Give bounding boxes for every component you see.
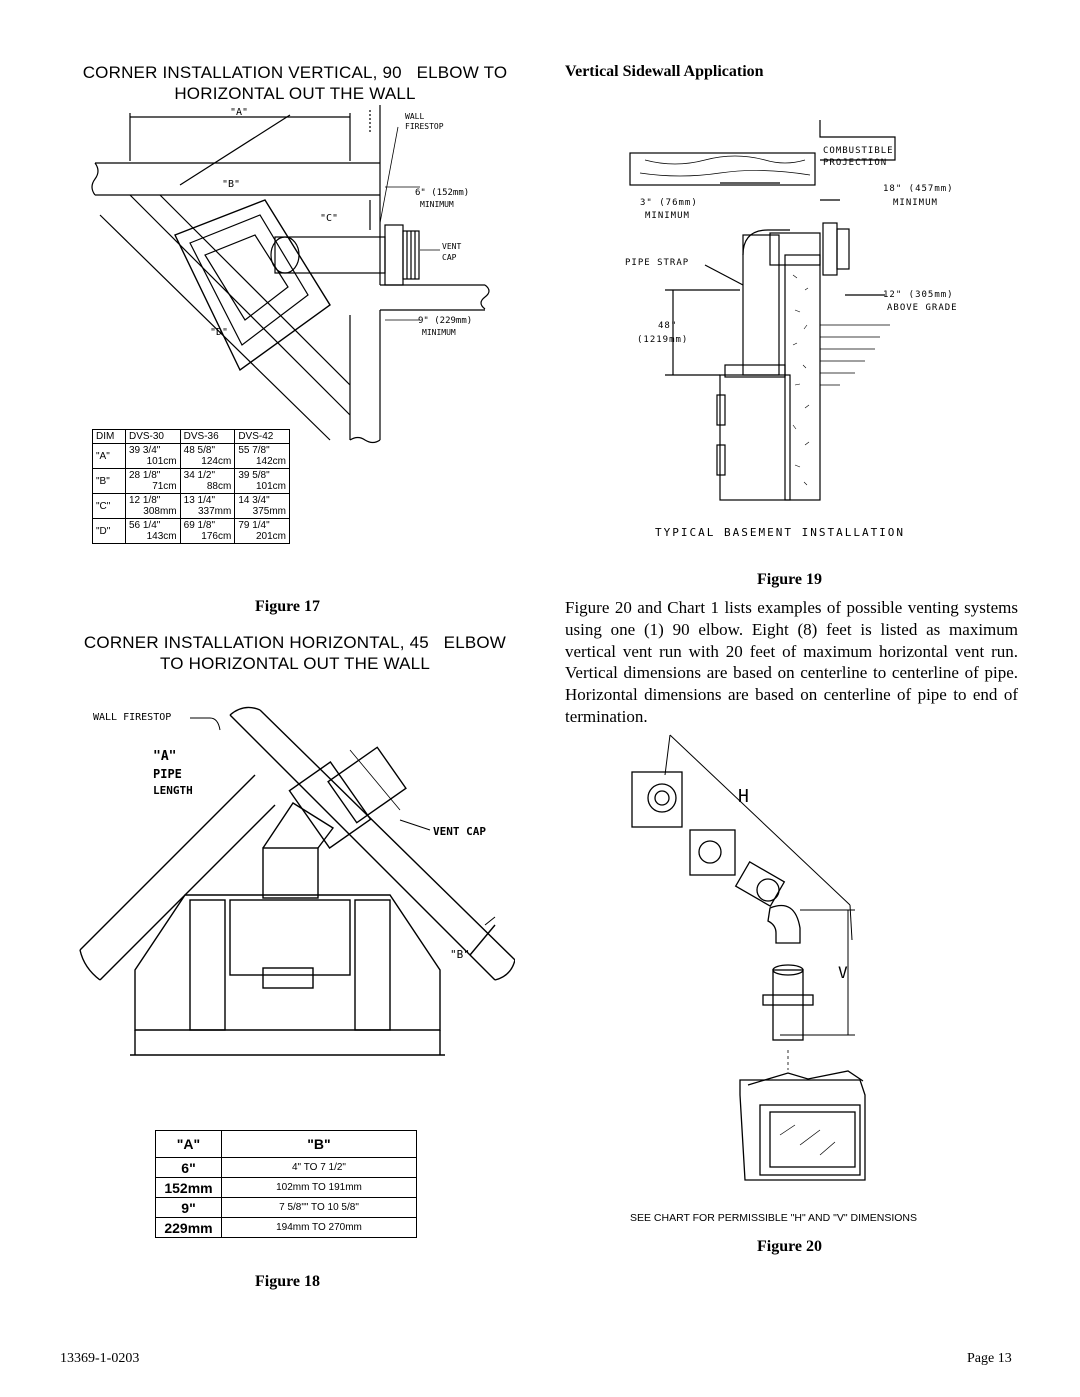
pipe-cell-a: 229mm (156, 1218, 222, 1238)
dimension-table (92, 429, 290, 544)
table-cell (235, 519, 290, 544)
figure-20-note: SEE CHART FOR PERMISSIBLE "H" AND "V" DIMENSIONS (630, 1212, 917, 1224)
fig17-wall-firestop-1: WALL (405, 112, 425, 121)
footer-doc-number: 13369-1-0203 (60, 1351, 140, 1366)
table-cell-dim: "A" (93, 444, 126, 469)
cell-metric: 142cm (255, 456, 286, 467)
fig17-vent-cap-1: VENT (442, 242, 462, 251)
footer-page-number: Page 13 (967, 1351, 1012, 1366)
fig17-label-A: "A" (230, 107, 249, 118)
heading-corner-horizontal-line2: TO HORIZONTAL OUT THE WALL (160, 654, 430, 673)
fig19-dim-18-line2: MINIMUM (893, 198, 938, 208)
fig19-pipe-strap: PIPE STRAP (625, 258, 690, 268)
fig18-pipe-label-3: LENGTH (153, 784, 193, 797)
cell-metric: 143cm (146, 531, 177, 542)
pipe-cell-a: 6" (156, 1158, 222, 1178)
fig19-dim-18-line1: 18" (457mm) (883, 184, 954, 194)
fig19-dim-12-line1: 12" (305mm) (883, 290, 954, 300)
cell-imperial: 39 3/4" (128, 445, 161, 456)
cell-imperial: 12 1/8" (128, 495, 161, 506)
fig17-vent-cap-2: CAP (442, 253, 457, 262)
heading-corner-vertical (60, 62, 530, 104)
pipe-header-a: "A" (156, 1131, 222, 1158)
figure-18-diagram (75, 700, 515, 1070)
figure-17-caption: Figure 17 (255, 598, 321, 615)
pipe-cell-b: 102mm TO 191mm (222, 1178, 417, 1198)
table-cell (235, 444, 290, 469)
pipe-cell-b: 7 5/8"" TO 10 5/8" (222, 1198, 417, 1218)
figure-18-caption: Figure 18 (255, 1273, 321, 1290)
heading-corner-vertical-line1: CORNER INSTALLATION VERTICAL, 90 ELBOW TO (82, 63, 508, 82)
table-header-cell: DVS-36 (180, 430, 235, 444)
fig17-dim-9-line2: MINIMUM (422, 328, 456, 337)
fig20-label-V: V (838, 963, 848, 982)
cell-imperial: 48 5/8" (183, 445, 215, 456)
table-header-cell: DVS-30 (125, 430, 180, 444)
fig19-dim-48-line2: (1219mm) (637, 335, 689, 345)
pipe-table-header (156, 1131, 417, 1158)
pipe-cell-a: 152mm (156, 1178, 222, 1198)
table-row (93, 444, 290, 469)
fig17-label-B: "B" (222, 179, 241, 190)
cell-imperial: 14 3/4" (238, 495, 270, 506)
table-cell (125, 494, 180, 519)
cell-imperial: 13 1/4" (183, 495, 215, 506)
heading-corner-vertical-line2: HORIZONTAL OUT THE WALL (174, 84, 416, 103)
figure-17-diagram (80, 105, 510, 445)
figure-20-caption: Figure 20 (757, 1238, 823, 1255)
fig18-pipe-label-1: "A" (153, 749, 177, 764)
table-cell (235, 494, 290, 519)
fig19-combustible-1: COMBUSTIBLE (823, 146, 894, 156)
fig19-dim-3-line2: MINIMUM (645, 211, 690, 221)
fig18-vent-cap: VENT CAP (433, 825, 486, 838)
table-row (93, 469, 290, 494)
fig17-wall-firestop-2: FIRESTOP (405, 122, 444, 131)
fig18-label-B: "B" (450, 948, 470, 961)
table-cell (180, 494, 235, 519)
pipe-header-b: "B" (222, 1131, 417, 1158)
table-row (93, 494, 290, 519)
cell-imperial: 56 1/4" (128, 520, 161, 531)
table-header-cell: DIM (93, 430, 126, 444)
table-cell-dim: "C" (93, 494, 126, 519)
fig17-dim-6-line1: 6" (152mm) (415, 188, 470, 198)
heading-corner-horizontal (60, 632, 530, 674)
fig18-wall-firestop: WALL FIRESTOP (93, 712, 172, 723)
cell-imperial: 34 1/2" (183, 470, 215, 481)
table-row (93, 519, 290, 544)
cell-metric: 337mm (197, 506, 232, 517)
pipe-cell-a: 9" (156, 1198, 222, 1218)
table-row (156, 1158, 417, 1178)
pipe-length-table (155, 1130, 417, 1238)
figure-19-caption: Figure 19 (757, 571, 823, 588)
table-cell (180, 469, 235, 494)
table-cell (235, 469, 290, 494)
table-row (156, 1198, 417, 1218)
fig18-pipe-label-2: PIPE (153, 767, 182, 781)
cell-imperial: 39 5/8" (238, 470, 270, 481)
cell-metric: 375mm (252, 506, 286, 517)
figure-20-diagram (620, 730, 970, 1185)
cell-metric: 88cm (206, 481, 232, 492)
table-row (156, 1178, 417, 1198)
table-row (156, 1218, 417, 1238)
fig17-dim-6-line2: MINIMUM (420, 200, 454, 209)
fig19-caption-inner: TYPICAL BASEMENT INSTALLATION (655, 526, 906, 539)
fig19-dim-12-line2: ABOVE GRADE (887, 303, 958, 313)
table-cell (125, 519, 180, 544)
fig20-label-H: H (738, 786, 749, 807)
fig19-dim-3-line1: 3" (76mm) (640, 198, 698, 208)
cell-imperial: 28 1/8" (128, 470, 161, 481)
cell-imperial: 79 1/4" (238, 520, 270, 531)
fig17-label-C: "C" (320, 213, 339, 224)
fig19-combustible-2: PROJECTION (823, 158, 888, 168)
cell-metric: 176cm (201, 531, 232, 542)
cell-metric: 201cm (255, 531, 286, 542)
table-cell (125, 469, 180, 494)
figure-19-diagram (625, 115, 970, 545)
table-cell (180, 519, 235, 544)
heading-vertical-sidewall: Vertical Sidewall Application (565, 63, 764, 80)
fig19-dim-48-line1: 48" (658, 321, 678, 331)
table-cell (180, 444, 235, 469)
table-cell-dim: "B" (93, 469, 126, 494)
fig17-label-D: "D" (210, 327, 229, 338)
table-header-cell: DVS-42 (235, 430, 290, 444)
heading-corner-horizontal-line1: CORNER INSTALLATION HORIZONTAL, 45 ELBOW (83, 633, 507, 652)
cell-metric: 101cm (255, 481, 286, 492)
dimension-table-header (93, 430, 290, 444)
cell-metric: 101cm (146, 456, 177, 467)
table-cell (125, 444, 180, 469)
cell-imperial: 55 7/8" (238, 445, 270, 456)
fig17-dim-9-line1: 9" (229mm) (418, 316, 473, 326)
cell-imperial: 69 1/8" (183, 520, 215, 531)
venting-paragraph: Figure 20 and Chart 1 lists examples of possible venting systems using one (1) 90 elbow. Eight (8) feet is listed as maximum vertical vent run with 20 feet of maximum horizontal vent run. Vertical dimensions are based on centerline to centerline of pipe. Horizontal dimensions are based on centerline of pipe to end of termination. (565, 598, 1018, 726)
cell-metric: 71cm (152, 481, 177, 492)
cell-metric: 308mm (143, 506, 177, 517)
cell-metric: 124cm (201, 456, 232, 467)
pipe-cell-b: 194mm TO 270mm (222, 1218, 417, 1238)
table-cell-dim: "D" (93, 519, 126, 544)
pipe-cell-b: 4" TO 7 1/2" (222, 1158, 417, 1178)
